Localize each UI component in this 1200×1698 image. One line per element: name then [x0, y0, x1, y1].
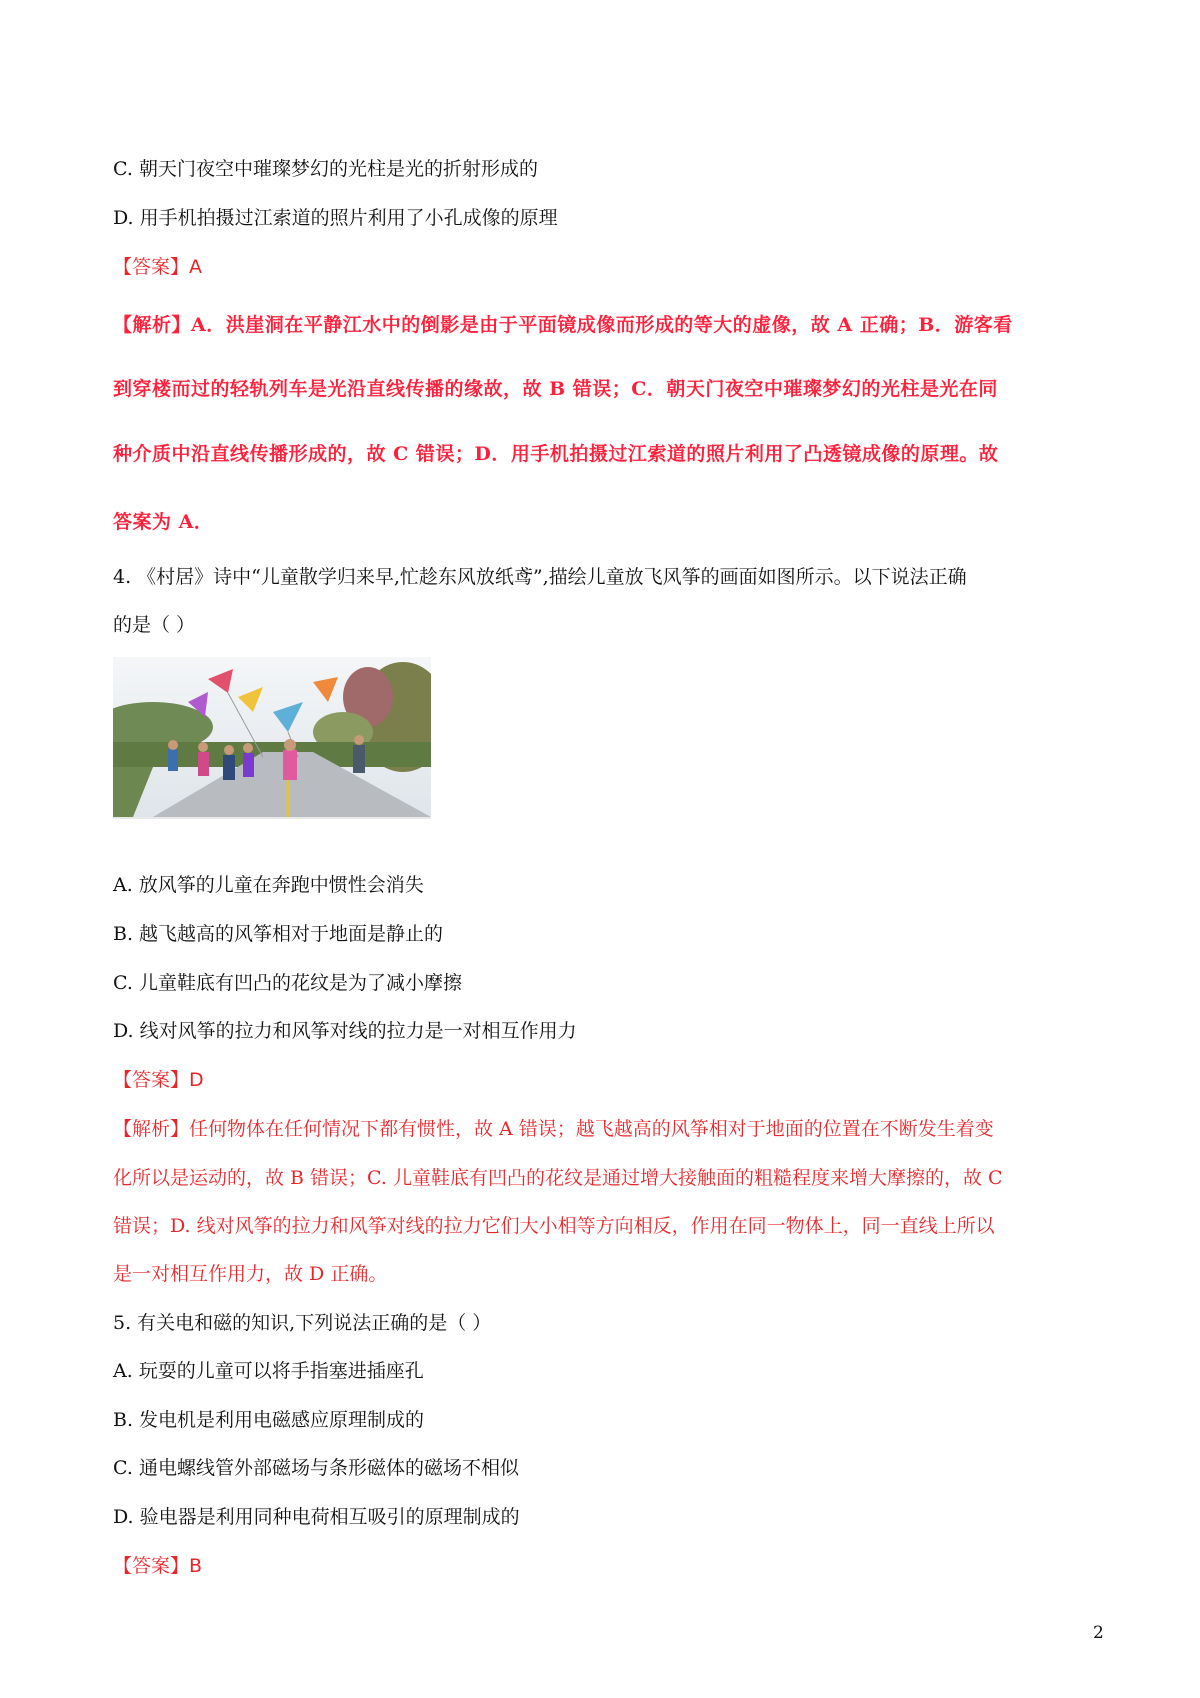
q3-option-c: C. 朝天门夜空中璀璨梦幻的光柱是光的折射形成的: [113, 158, 538, 180]
q3-option-d: D. 用手机拍摄过江索道的照片利用了小孔成像的原理: [113, 207, 558, 229]
kite-flying-photo: [113, 657, 431, 819]
q4-option-d: D. 线对风筝的拉力和风筝对线的拉力是一对相互作用力: [113, 1020, 577, 1042]
q4-explanation-line-4: 是一对相互作用力，故 D 正确。: [113, 1263, 388, 1285]
q4-explanation-line-2: 化所以是运动的，故 B 错误；C. 儿童鞋底有凹凸的花纹是通过增大接触面的粗糙程度来增大摩擦的，故 C: [113, 1167, 1003, 1189]
page-number: 2: [1093, 1623, 1104, 1643]
q4-stem-line-1: 4. 《村居》诗中“儿童散学归来早,忙趁东风放纸鸢”,描绘儿童放飞风筝的画面如图所示。以下说法正确: [113, 566, 967, 588]
q5-option-d: D. 验电器是利用同种电荷相互吸引的原理制成的: [113, 1506, 520, 1528]
q3-explanation-line-2: 到穿楼而过的轻轨列车是光沿直线传播的缘故，故 B 错误；C．朝天门夜空中璀璨梦幻的光柱是光在同: [113, 378, 998, 400]
q3-answer: 【答案】A: [113, 256, 202, 278]
q4-stem-line-2: 的是（ ）: [113, 614, 196, 636]
q5-option-a: A. 玩耍的儿童可以将手指塞进插座孔: [113, 1360, 424, 1382]
q5-option-c: C. 通电螺线管外部磁场与条形磁体的磁场不相似: [113, 1457, 519, 1479]
q4-option-b: B. 越飞越高的风筝相对于地面是静止的: [113, 923, 444, 945]
q4-option-a: A. 放风筝的儿童在奔跑中惯性会消失: [113, 874, 424, 896]
q4-option-c: C. 儿童鞋底有凹凸的花纹是为了减小摩擦: [113, 972, 462, 994]
q5-stem: 5. 有关电和磁的知识,下列说法正确的是（ ）: [113, 1312, 492, 1334]
q4-answer: 【答案】D: [113, 1069, 204, 1091]
q4-explanation-line-1: 【解析】任何物体在任何情况下都有惯性，故 A 错误；越飞越高的风筝相对于地面的位置在不断发生着变: [113, 1118, 994, 1140]
q4-explanation-line-3: 错误；D. 线对风筝的拉力和风筝对线的拉力它们大小相等方向相反，作用在同一物体上，同一直线上所以: [113, 1215, 995, 1237]
q5-option-b: B. 发电机是利用电磁感应原理制成的: [113, 1409, 425, 1431]
q5-answer: 【答案】B: [113, 1555, 203, 1577]
q3-explanation-line-4: 答案为 A．: [113, 511, 214, 533]
q3-explanation-line-3: 种介质中沿直线传播形成的，故 C 错误；D．用手机拍摄过江索道的照片利用了凸透镜成像的原理。故: [113, 443, 999, 465]
q3-explanation-line-1: 【解析】A．洪崖洞在平静江水中的倒影是由于平面镜成像而形成的等大的虚像，故 A 正确；B．游客看: [113, 314, 1013, 336]
